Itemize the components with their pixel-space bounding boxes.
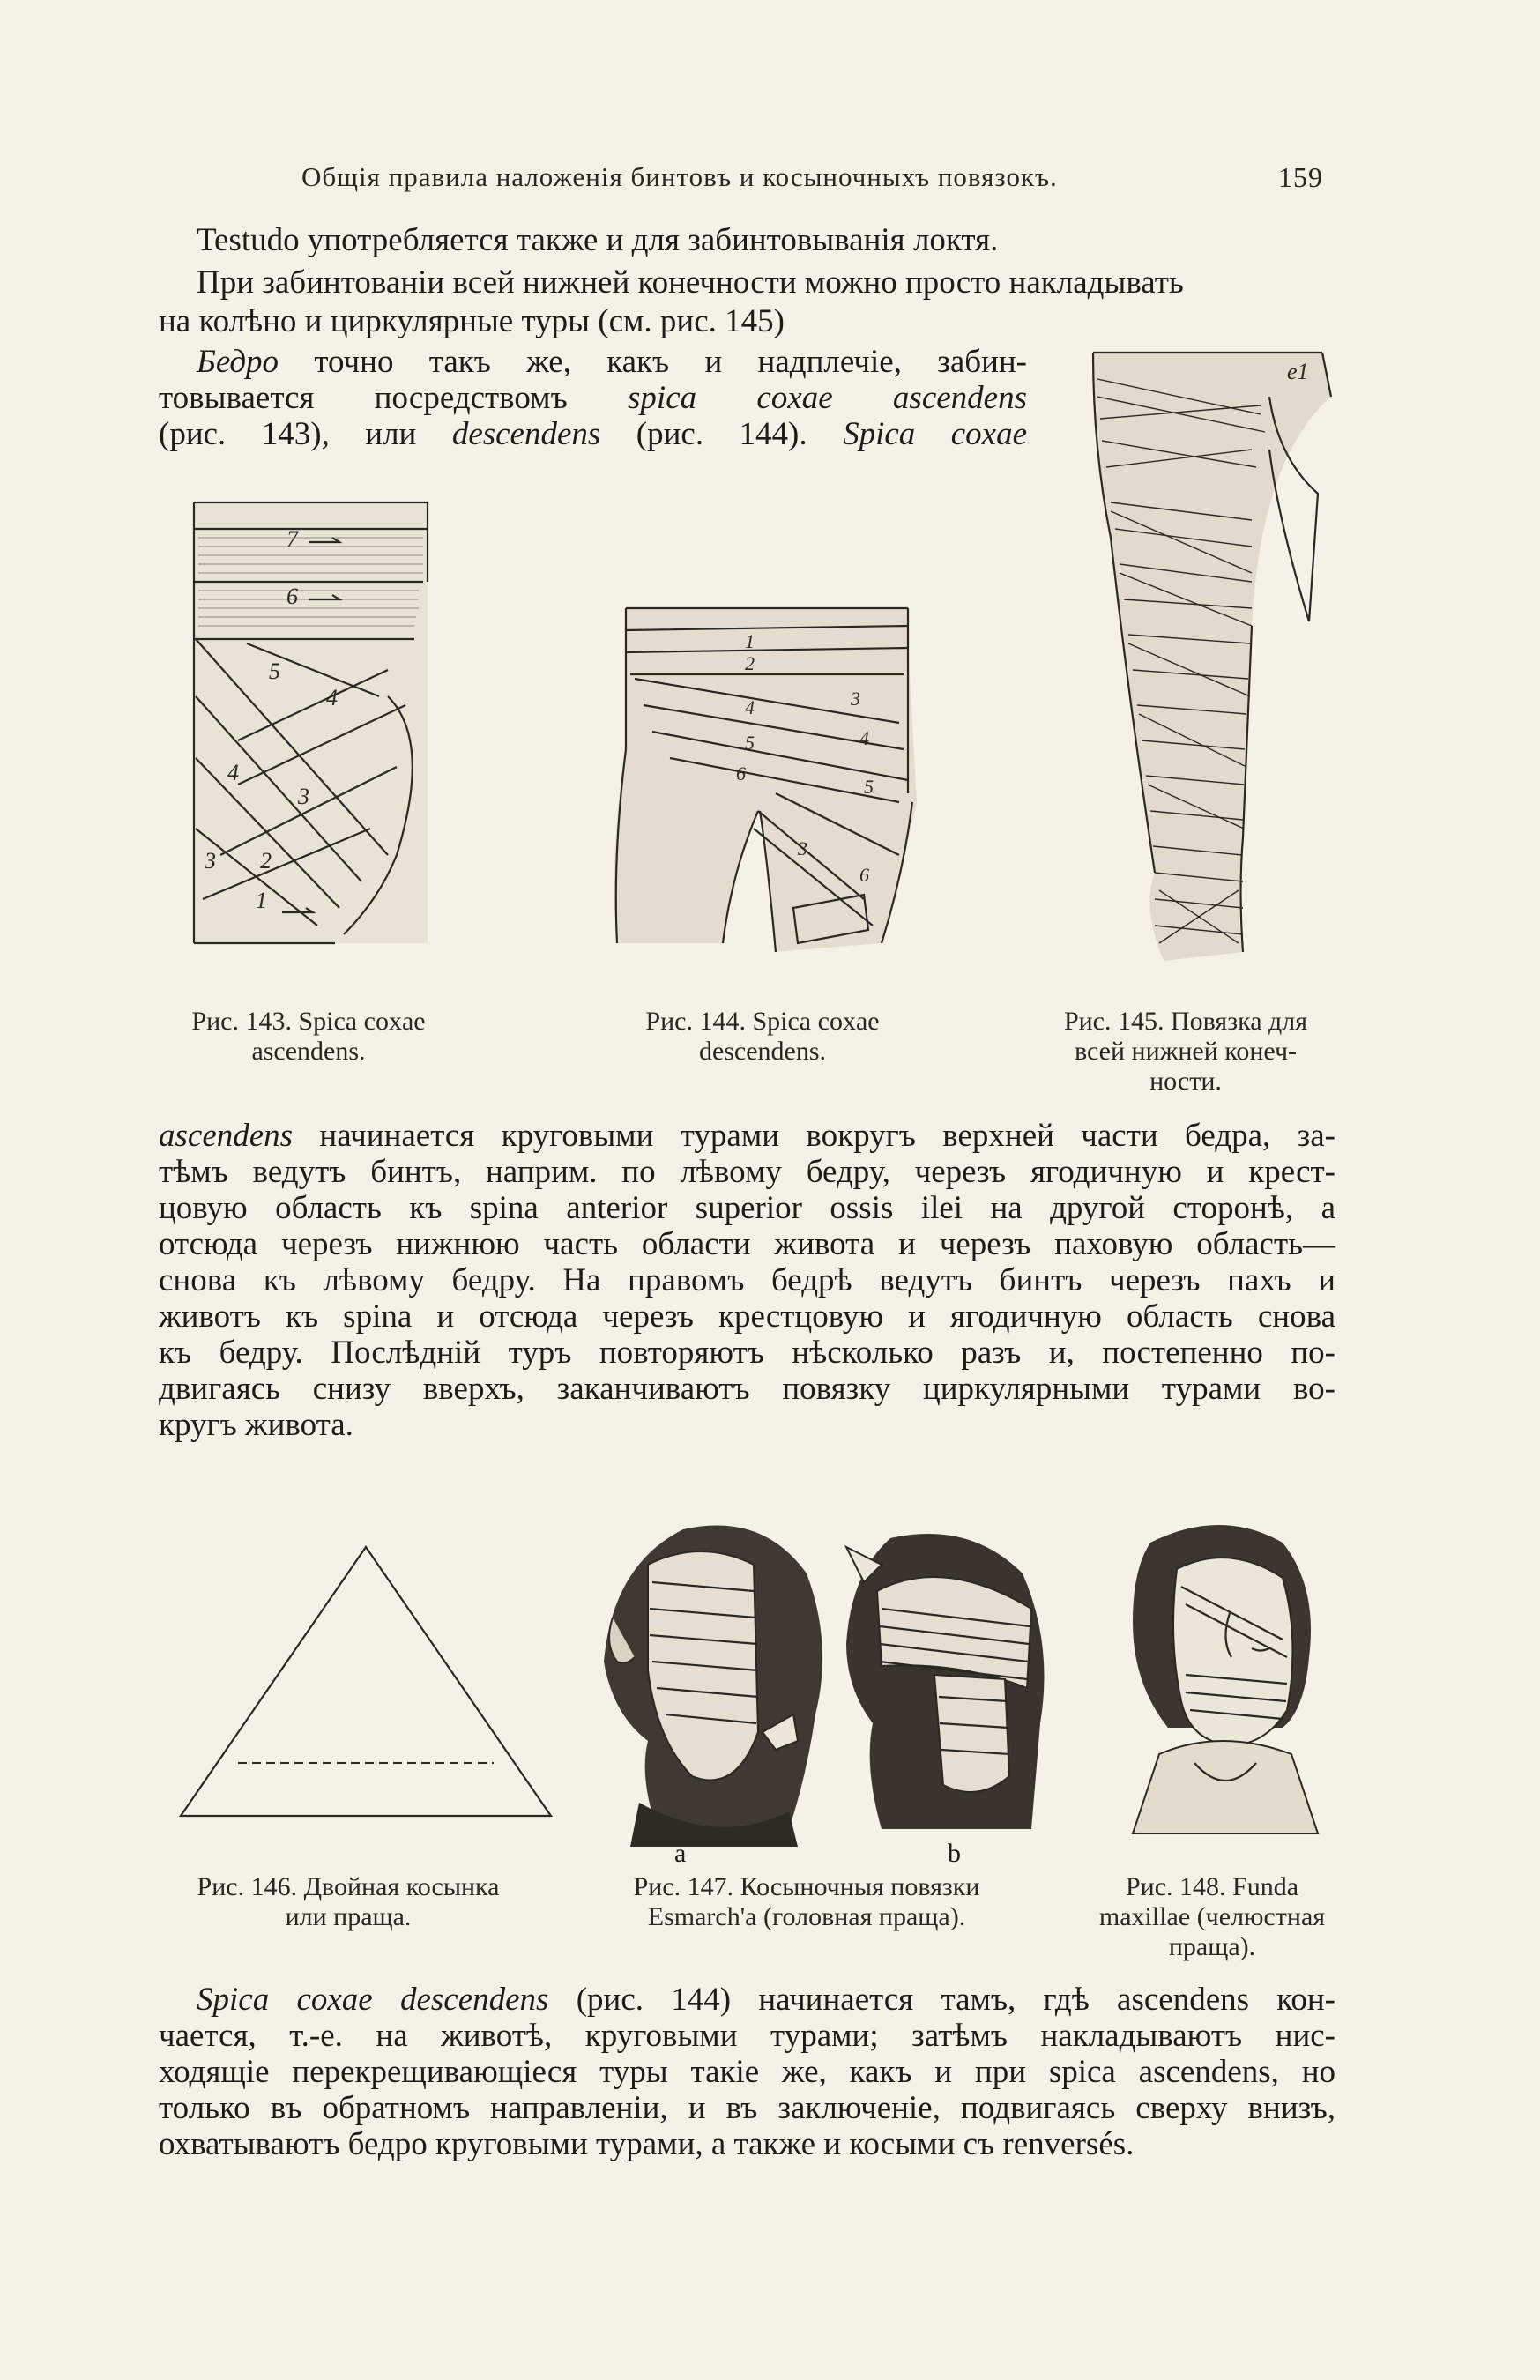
figure-147-label-b: b xyxy=(948,1839,961,1868)
caption-line: ности. xyxy=(1149,1067,1222,1096)
text-span: (рис. 143), или xyxy=(159,416,452,452)
paragraph-whole-limb-2 xyxy=(159,303,1216,339)
caption-line: Рис. 146. Двойная косынка xyxy=(197,1872,500,1901)
fig143-number: 6 xyxy=(286,584,298,609)
fig144-number: 4 xyxy=(745,696,755,718)
figure-143-caption xyxy=(150,1007,467,1067)
caption-line: maxillae (челюстная xyxy=(1098,1902,1326,1931)
fig143-number: 4 xyxy=(326,685,338,710)
figure-147a-illustration xyxy=(586,1512,833,1847)
figure-145-illustration xyxy=(1058,344,1349,978)
fig144-number: 3 xyxy=(798,837,807,859)
fig144-number: 3 xyxy=(851,688,860,710)
fig143-number: 1 xyxy=(256,888,267,913)
paragraph-line: цовую область къ spina anterior superior ossis ilei на другой сторонѣ, а xyxy=(159,1190,1335,1226)
paragraph-whole-limb xyxy=(197,264,1334,301)
caption-line: праща). xyxy=(1168,1932,1256,1961)
paragraph-line: Testudo употребляется также и для забинтовыванія локтя. xyxy=(197,222,999,258)
fig144-number: 6 xyxy=(859,864,869,886)
text-span: товывается посредствомъ xyxy=(159,380,629,416)
paragraph-line: охватываютъ бедро круговыми турами, а также и косыми съ renversés. xyxy=(159,2126,1135,2162)
fig143-number: 3 xyxy=(298,784,309,809)
caption-line: descendens. xyxy=(698,1037,827,1066)
paragraph-line: снова къ лѣвому бедру. На правомъ бедрѣ ведутъ бинтъ черезъ пахъ и xyxy=(159,1262,1335,1298)
caption-line: Рис. 147. Косыночныя повязки xyxy=(633,1872,980,1901)
term-spica-ascendens: spica coxae ascendens xyxy=(628,380,1027,416)
figure-144-caption xyxy=(586,1007,939,1067)
paragraph-line: животъ къ spina и отсюда черезъ крестцовую и ягодичную область снова xyxy=(159,1298,1335,1335)
paragraph-descendens xyxy=(159,1982,1335,2162)
text-span: точно такъ же, какъ и надплечіе, забин- xyxy=(279,344,1027,380)
text-span: (рис. 144) начинается тамъ, гдѣ ascendens кон- xyxy=(548,1982,1335,2018)
fig144-number: 1 xyxy=(745,630,755,652)
paragraph-line: двигаясь снизу вверхъ, заканчиваютъ повязку циркулярными турами во- xyxy=(159,1371,1335,1407)
paragraph-line: на колѣно и циркулярные туры (см. рис. 145) xyxy=(159,303,785,339)
figure-146-illustration xyxy=(172,1538,560,1829)
fig143-number: 2 xyxy=(260,848,272,874)
fig144-number: 6 xyxy=(736,762,746,785)
fig143-number: 5 xyxy=(269,658,280,684)
caption-line: Рис. 148. Funda xyxy=(1125,1872,1299,1901)
figure-146-caption xyxy=(145,1872,551,1932)
figure-145-caption xyxy=(1018,1007,1353,1097)
fig143-number: 4 xyxy=(227,760,239,785)
figure-147-caption xyxy=(569,1872,1045,1932)
fig144-number: 5 xyxy=(745,732,755,754)
fig144-number: 2 xyxy=(745,652,755,674)
caption-line: всей нижней конеч- xyxy=(1074,1037,1298,1066)
term-bedro: Бедро xyxy=(197,344,279,380)
caption-line: Рис. 144. Spica coxae xyxy=(645,1007,880,1036)
paragraph-bedro xyxy=(159,344,1027,452)
caption-line: или праща. xyxy=(285,1902,412,1931)
caption-line: Рис. 145. Повязка для xyxy=(1063,1007,1308,1036)
figure-147b-illustration xyxy=(829,1512,1067,1847)
paragraph-ascendens xyxy=(159,1118,1335,1443)
figure-148-illustration xyxy=(1097,1507,1344,1842)
running-header: Общія правила наложенія бинтовъ и косыночныхъ повязокъ. xyxy=(301,161,1058,192)
caption-line: Рис. 143. Spica coxae xyxy=(191,1007,426,1036)
fig145-mark: e1 xyxy=(1287,359,1309,384)
text-span: начинается круговыми турами вокругъ верхней части бедра, за- xyxy=(293,1118,1335,1154)
paragraph-testudo xyxy=(197,222,1334,258)
paragraph-line: тѣмъ ведутъ бинтъ, наприм. по лѣвому бедру, черезъ ягодичную и крест- xyxy=(159,1154,1335,1190)
paragraph-line: къ бедру. Послѣдній туръ повторяютъ нѣсколько разъ и, постепенно по- xyxy=(159,1335,1335,1371)
term-spica-coxae: Spica coxae xyxy=(843,416,1027,452)
paragraph-line: При забинтованіи всей нижней конечности можно просто накладывать xyxy=(197,264,1184,301)
figure-143-illustration xyxy=(185,476,450,970)
fig143-number: 3 xyxy=(205,848,216,874)
term-descendens: descendens xyxy=(451,416,601,452)
fig144-number: 4 xyxy=(859,727,869,749)
figure-144-illustration xyxy=(599,591,934,961)
caption-line: Esmarch'а (головная праща). xyxy=(647,1902,966,1931)
page-number: 159 xyxy=(1278,161,1323,193)
text-span: (рис. 144). xyxy=(600,416,844,452)
paragraph-line: чается, т.-е. на животѣ, круговыми турами; затѣмъ накладываютъ нис- xyxy=(159,2018,1335,2054)
caption-line: ascendens. xyxy=(251,1037,366,1066)
figure-148-caption xyxy=(1067,1872,1358,1962)
figure-147-label-a: a xyxy=(674,1839,687,1868)
fig143-number: 7 xyxy=(286,526,298,552)
paragraph-line: ходящіе перекрещивающіеся туры такіе же, какъ и при spica ascendens, но xyxy=(159,2054,1335,2090)
paragraph-line: отсюда черезъ нижнюю часть области живота и черезъ паховую область— xyxy=(159,1226,1335,1262)
paragraph-line: только въ обратномъ направленіи, и въ заключеніе, подвигаясь сверху внизъ, xyxy=(159,2090,1335,2126)
fig144-number: 5 xyxy=(864,776,874,798)
term-spica-descendens: Spica coxae descendens xyxy=(197,1982,549,2018)
paragraph-line: кругъ живота. xyxy=(159,1407,353,1443)
term-ascendens: ascendens xyxy=(159,1118,294,1154)
